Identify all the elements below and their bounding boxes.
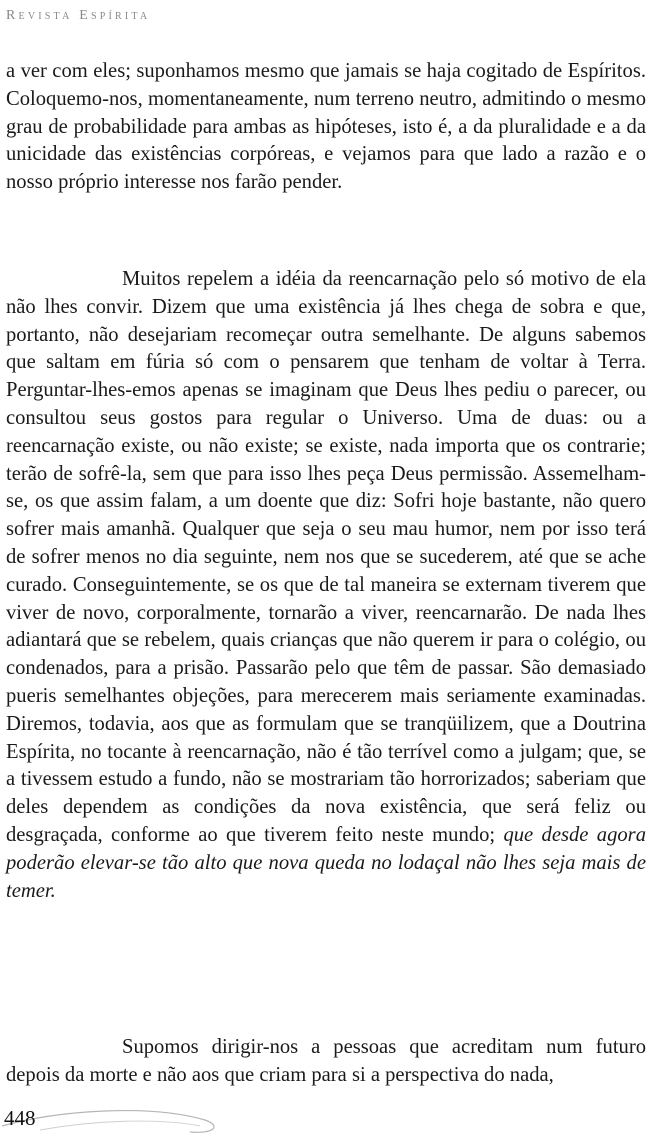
paragraph-2 xyxy=(6,266,646,905)
paragraph-3: Supomos dirigir-nos a pessoas que acreditam num futuro depois da morte e não aos que criam para si a perspectiva do nada, xyxy=(6,1036,646,1086)
body-text-bottom xyxy=(6,1034,646,1090)
paragraph-2-italic: que desde agora poderão elevar-se tão alto que nova queda no lodaçal não lhes seja mais de temer. xyxy=(6,823,646,902)
page-number: 448 xyxy=(4,1106,36,1130)
running-title: Revista Espírita xyxy=(6,8,151,23)
paragraph-1: a ver com eles; suponhamos mesmo que jamais se haja cogitado de Espíritos. Coloquemo-nos, momentaneamente, num terreno neutro, admitindo o mesmo grau de probabilidade para ambas as hipóteses, isto é, a da pluralidade e a da unicidade das existências corpóreas, e vejamos para que lado a razão e o nosso próprio interesse nos farão pender. xyxy=(6,60,646,194)
paragraph-2-text: Muitos repelem a idéia da reencarnação pelo só motivo de ela não lhes convir. Dizem que uma existência já lhes chega de sobra e que, portanto, não desejariam recomeçar outra semelhante. De alguns sabemos que saltam em fúria só com o pensarem que tenham de voltar à Terra. Perguntar-lhes-emos apenas se imaginam que Deus lhes pediu o parecer, ou consultou seus gostos para regular o Universo. Uma de duas: ou a reencarnação existe, ou não existe; se existe, nada importa que os contrarie; terão de sofrê-la, sem que para isso lhes peça Deus permissão. Assemelham-se, os que assim falam, a um doente que diz: Sofri hoje bastante, não quero sofrer mais amanhã. Qualquer que seja o seu mau humor, nem por isso terá de sofrer menos no dia seguinte, nem nos que se sucederem, até que se ache curado. Conseguintemente, se os que de tal maneira se externam tiverem que viver de novo, corporalmente, tornarão a viver, reencarnarão. De nada lhes adiantará que se rebelem, quais crianças que não querem ir para o colégio, ou condenados, para a prisão. Passarão pelo que têm de passar. São demasiado pueris semelhantes objeções, para merecerem mais seriamente examinadas. Diremos, todavia, aos que as formulam que se tranqüilizem, que a Doutrina Espírita, no tocante à reencarnação, não é tão terrível como a julgam; que, se a tivessem estudo a fundo, não se mostrariam tão horrorizados; saberiam que deles dependem as condições da nova existência, que será feliz ou desgraçada, conforme ao que tiverem feito neste mundo; xyxy=(6,268,646,846)
body-text-middle xyxy=(6,266,646,905)
body-text-top xyxy=(6,58,646,197)
